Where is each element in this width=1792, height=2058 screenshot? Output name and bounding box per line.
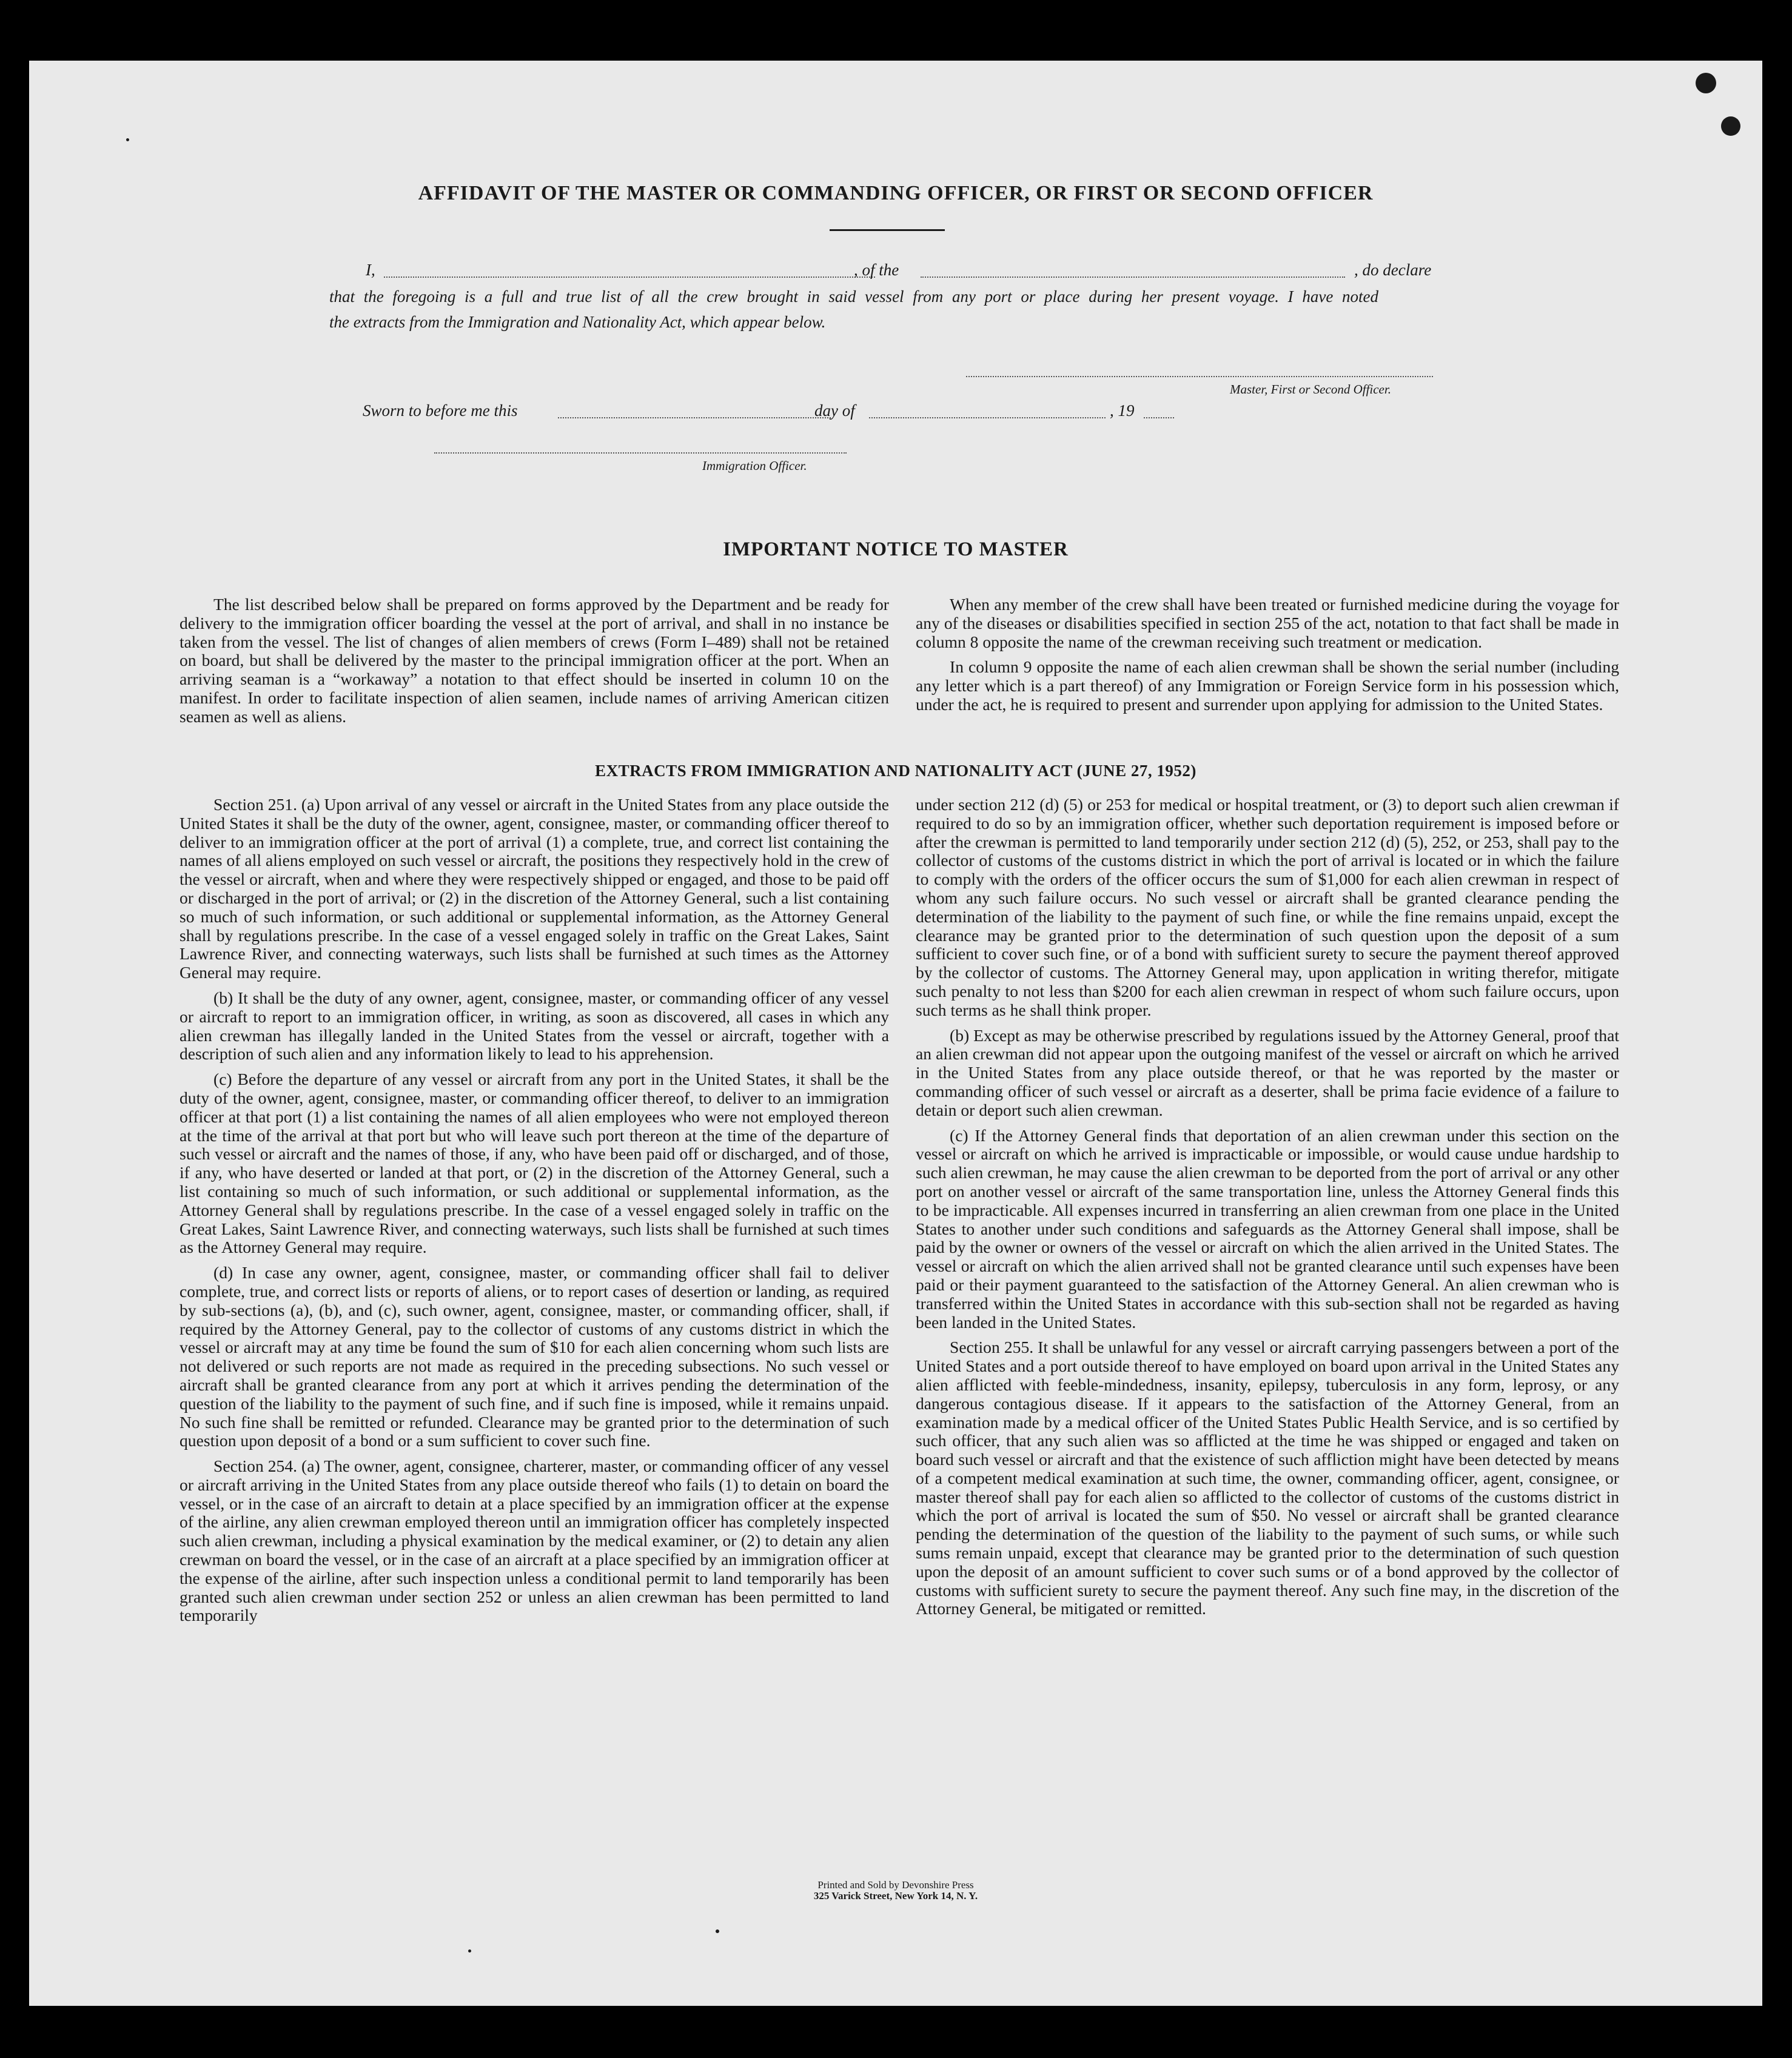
- affidavit-line2: [329, 287, 1378, 306]
- year-prefix: , 19: [1110, 401, 1135, 420]
- extract-paragraph: Section 251. (a) Upon arrival of any vessel or aircraft in the United States from any place outside the United States it shall be the duty of the owner, agent, consignee, master, or commanding officer thereof to deliver to an immigration officer at the port of arrival (1) a complete, true, and correct list containing the names of all aliens employed on such vessel or aircraft, the positions they respectively hold in the crew of the vessel or aircraft, when and where they were respectively shipped or engaged, and those to be paid off or discharged in the port of arrival; or (2) in the discretion of the Attorney General, such a list containing so much of such information, or such additional or supplemental information, as the Attorney General shall by regulations prescribe. In the case of a vessel engaged solely in traffic on the Great Lakes, Saint Lawrence River, and connecting waterways, such lists shall be furnished at such times as the Attorney General may require.: [180, 795, 889, 982]
- ink-blot: [1696, 73, 1716, 93]
- affidavit-i: I,: [366, 261, 375, 279]
- extracts-left-column: [180, 796, 889, 1632]
- name-blank: [384, 277, 875, 278]
- extract-paragraph: (b) It shall be the duty of any owner, agent, consignee, master, or commanding officer of any vessel or aircraft to report to an immigration officer, in writing, as soon as discovered, all cases in which any alien crewman has illegally landed in the United States from the vessel or aircraft, together with a description of such alien and any information likely to lead to his apprehension.: [180, 988, 889, 1064]
- ink-blot: [1721, 116, 1740, 136]
- extract-paragraph: (c) If the Attorney General finds that deportation of an alien crewman under this section on the vessel or aircraft on which he arrived is impracticable or impossible, or would cause undue hardship to such alien crewman, he may cause the alien crewman to be deported from the port of arrival or any other port on another vessel or aircraft of the same transportation line, unless the Attorney General finds this to be impracticable. All expenses incurred in transferring an alien crewman from one place in the United States to another under such conditions and safeguards as the Attorney General shall impose, shall be paid by the owner or owners of the vessel or aircraft on which the alien arrived in the United States. The vessel or aircraft on which the alien arrived shall not be granted clearance until such expenses have been paid or their payment guaranteed to the satisfaction of the Attorney General. An alien crewman who is transferred within the United States in accordance with this sub-section shall not be regarded as having been landed in the United States.: [916, 1125, 1619, 1332]
- extract-paragraph: under section 212 (d) (5) or 253 for medical or hospital treatment, or (3) to deport such alien crewman if required to do so by an immigration officer, whether such deportation requirement is imposed before or after the crewman is permitted to land temporarily under section 212 (d) (5), 252, or 253, shall pay to the collector of customs of the customs district in which the port of arrival is located or in which the failure to comply with the orders of the officer occurs the sum of $1,000 for each alien crewman in respect of whom any such failure occurs. No such vessel or aircraft shall be granted clearance pending the determination of the liability to the payment of such fine, or while the fine remains unpaid, except the clearance may be granted prior to the determination of such question upon the deposit of a sum sufficient to cover such fine, or of a bond with sufficient surety to secure the payment thereof approved by the collector of customs. The Attorney General may, upon application in writing therefor, mitigate such penalty to not less than $200 for each alien crewman in respect of whom such failure occurs, upon such terms as he shall think proper.: [916, 795, 1619, 1019]
- extracts-title: EXTRACTS FROM IMMIGRATION AND NATIONALITY ACT (JUNE 27, 1952): [595, 762, 1196, 780]
- scan-speck: [468, 1949, 471, 1952]
- extract-paragraph: (b) Except as may be otherwise prescribed by regulations issued by the Attorney General, proof that an alien crewman did not appear upon the outgoing manifest of the vessel or aircraft on which he arrived in the United States from any place outside thereof, or that he was reported by the master or commanding officer of such vessel or aircraft as a deserter, shall be prima facie evidence of a failure to detain or deport such alien crewman.: [916, 1025, 1619, 1119]
- extract-paragraph: (c) Before the departure of any vessel or aircraft from any port in the United States, it shall be the duty of the owner, agent, consignee, master, or commanding officer thereof, to deliver to an immigration officer at that port (1) a list containing the names of all alien employees who were not employed thereon at the time of the arrival at that port but who will leave such port thereon at the time of the departure of such vessel or aircraft and the names of those, if any, who have been paid off or discharged, and of those, if any, who have deserted or landed at that port, or (2) in the discretion of the Attorney General, such a list containing so much of such information, or such additional or supplemental information, as the Attorney General shall by regulations prescribe. In the case of a vessel engaged solely in traffic on the Great Lakes, Saint Lawrence River, and connecting waterways, such lists shall be furnished at such times as the Attorney General may require.: [180, 1070, 889, 1257]
- scan-speck: [716, 1929, 719, 1933]
- notice-right-paragraph: When any member of the crew shall have been treated or furnished medicine during the voyage for any of the diseases or disabilities specified in section 255 of the act, notation to that fact shall be made in column 8 opposite the name of the crewman receiving such treatment or medication.: [916, 595, 1619, 651]
- notice-right-paragraph: In column 9 opposite the name of each alien crewman shall be shown the serial number (including any letter which is a part thereof) of any Immigration or Foreign Service form in his possession which, under the act, he is required to present and surrender upon applying for admission to the United States.: [916, 657, 1619, 714]
- master-signature-line: [966, 376, 1433, 377]
- sworn-before-label: Sworn to before me this: [363, 401, 518, 420]
- affidavit-title: AFFIDAVIT OF THE MASTER OR COMMANDING OFFICER, OR FIRST OR SECOND OFFICER: [418, 182, 1374, 204]
- printer-line-2: 325 Varick Street, New York 14, N. Y.: [813, 1890, 978, 1902]
- sworn-day-blank: [558, 417, 831, 418]
- sworn-year-blank: [1144, 417, 1174, 418]
- day-of-label: day of: [814, 401, 855, 420]
- extract-paragraph: Section 254. (a) The owner, agent, consignee, charterer, master, or commanding officer of any vessel or aircraft arriving in the United States from any place outside thereof who fails (1) to detain on board the vessel, or in the case of an aircraft to detain at a place specified by an immigration officer at the expense of the airline, any alien crewman employed thereon until an immigration officer has completely inspected such alien crewman, including a physical examination by the medical examiner, or (2) to detain any alien crewman on board the vessel, or in the case of an aircraft at a place specified by an immigration officer at the expense of the airline, after such inspection unless a conditional permit to land temporarily has been granted such alien crewman under section 252 or unless an alien crewman has been permitted to land temporarily: [180, 1456, 889, 1625]
- extracts-right-column: [916, 796, 1619, 1625]
- extract-paragraph: (d) In case any owner, agent, consignee, master, or commanding officer shall fail to deliver complete, true, and correct lists or reports of aliens, or to report cases of desertion or landing, as required by sub-sections (a), (b), and (c), such owner, agent, consignee, master, or commanding officer, shall, if required by the Attorney General, pay to the collector of customs of any customs district in which the vessel or aircraft may at any time be found the sum of $10 for each alien concerning whom such lists are not delivered or such reports are not made as required in the preceding subsections. No such vessel or aircraft shall be granted clearance from any port at which it arrives pending the determination of the question of the liability to the payment of such fine, and if such fine is imposed, while it remains unpaid. No such fine shall be remitted or refunded. Clearance may be granted prior to the determination of such question upon deposit of a bond or a sum sufficient to cover such fine.: [180, 1263, 889, 1450]
- affidavit-of-the: , of the: [854, 261, 899, 279]
- title-rule: [830, 229, 945, 231]
- notice-title: IMPORTANT NOTICE TO MASTER: [723, 538, 1069, 560]
- notice-left-column: [180, 595, 889, 733]
- sworn-month-blank: [869, 417, 1106, 418]
- officer-signature-line: [434, 452, 847, 454]
- affidavit-line3: the extracts from the Immigration and Nationality Act, which appear below.: [329, 313, 826, 331]
- notice-left-paragraph: The list described below shall be prepared on forms approved by the Department and be ready for delivery to the immigration officer boarding the vessel at the port of arrival, and shall in no instance be taken from the vessel. The list of changes of alien members of crews (Form I–489) shall not be retained on board, but shall be delivered by the master to the principal immigration officer at the port. When an arriving seaman is a “workaway” a notation to that effect should be inserted in column 10 on the manifest. In order to facilitate inspection of alien seamen, include names of arriving American citizen seamen as well as aliens.: [180, 595, 889, 726]
- scan-speck: [126, 138, 129, 141]
- extract-paragraph: Section 255. It shall be unlawful for any vessel or aircraft carrying passengers between a port of the United States and a port outside thereof to have employed on board upon arrival in the United States any alien afflicted with feeble-mindedness, insanity, epilepsy, tuberculosis in any form, leprosy, or any dangerous contagious disease. If it appears to the satisfaction of the Attorney General, from an examination made by a medical officer of the United States Public Health Service, and is so certified by such officer, that any such alien was so afflicted at the time he was shipped or engaged and taken on board such vessel or aircraft and that the existence of such affliction might have been detected by means of a competent medical examination at such time, the owner, commanding officer, agent, consignee, or master thereof shall pay for each alien so afflicted to the collector of customs of the customs district in which the port of arrival is located the sum of $50. No vessel or aircraft shall be granted clearance pending the determination of the question of the liability to the payment of such sums, or while such sums remain unpaid, except that clearance may be granted prior to the determination of such question upon the deposit of an amount sufficient to cover such sums or of a bond approved by the collector of customs with sufficient surety to secure the payment thereof. Any such fine may, in the discretion of the Attorney General, be mitigated or remitted.: [916, 1338, 1619, 1618]
- affidavit-do-declare: , do declare: [1354, 261, 1432, 279]
- printer-imprint: [683, 1880, 1108, 1902]
- printer-line-1: Printed and Sold by Devonshire Press: [817, 1879, 974, 1891]
- notice-right-column: [916, 595, 1619, 721]
- immigration-officer-label: Immigration Officer.: [702, 458, 807, 473]
- document-page: [29, 61, 1762, 2006]
- affidavit-line2-tail: I have noted: [1287, 287, 1379, 306]
- master-signature-label: Master, First or Second Officer.: [1230, 382, 1391, 397]
- affidavit-line2-text: that the foregoing is a full and true list of all the crew brought in said vessel from any port or place during her present voyage.: [329, 287, 1279, 306]
- vessel-blank: [921, 277, 1345, 278]
